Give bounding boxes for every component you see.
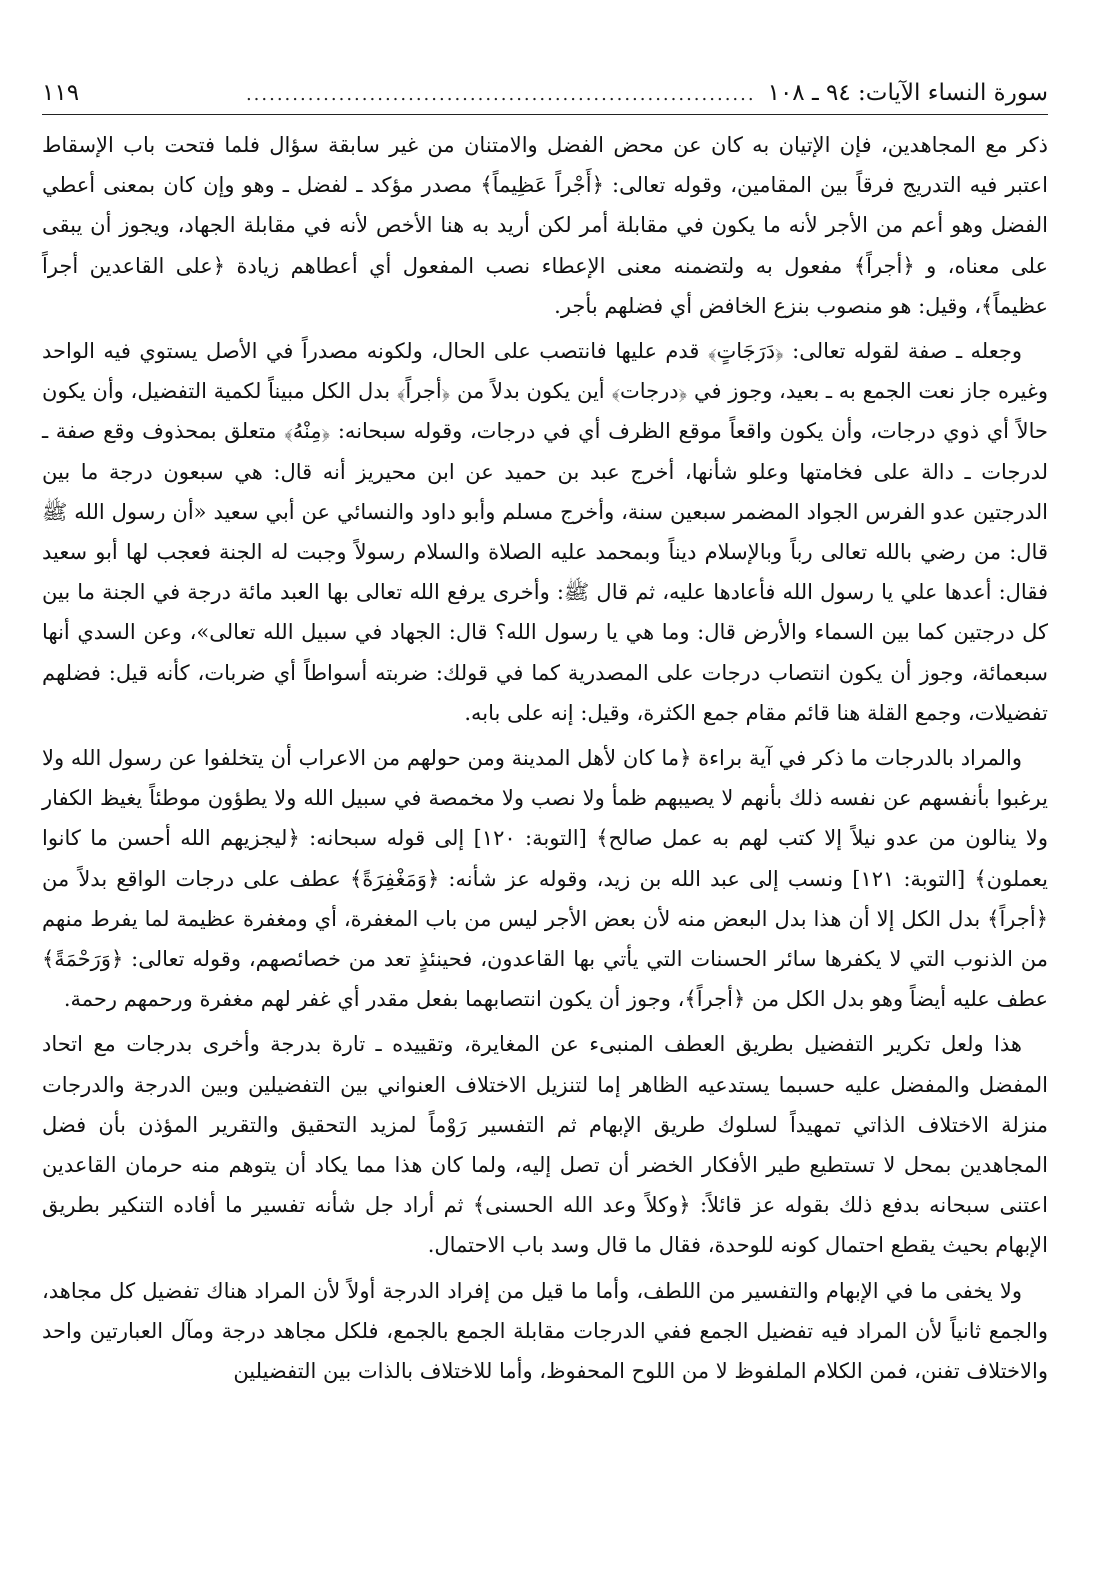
paragraph: ولا يخفى ما في الإبهام والتفسير من اللطف، وأما ما قيل من إفراد الدرجة أولاً لأن المراد هناك تفضيل كل مجاهد، والجمع ثانياً لأن المراد فيه تفضيل الجمع ففي الدرجات مقابلة الجمع بالجمع، فلكل مجاهد درجة ومآل العبارتين واحد والاختلاف تفنن، فمن الكلام الملفوظ لا من اللوح المحفوظ، وأما للاختلاف بالذات بين التفضيلين: [42, 1278, 1048, 1384]
header-title: سورة النساء الآيات: ٩٤ ـ ١٠٨: [767, 80, 1048, 106]
paragraph: والمراد بالدرجات ما ذكر في آية براءة ﴿ما كان لأهل المدينة ومن حولهم من الاعراب أن يتخلفوا عن رسول الله ولا يرغبوا بأنفسهم عن نفسه ذلك بأنهم لا يصيبهم ظمأ ولا نصب ولا مخمصة في سبيل الله ولا يطؤون موطئاً يغيظ الكفار ولا ينالون من عدو نيلاً إلا كتب لهم به عمل صالح﴾ [التوبة: ١٢٠] إلى قوله سبحانه: ﴿ليجزيهم الله أحسن ما كانوا يعملون﴾ [التوبة: ١٢١] ونسب إلى عبد الله بن زيد، وقوله عز شأنه: ﴿وَمَغْفِرَةً﴾ عطف على درجات الواقع بدلاً من ﴿أجراً﴾ بدل الكل إلا أن هذا بدل البعض منه لأن بعض الأجر ليس من باب المغفرة، أي ومغفرة عظيمة لما يفرط منهم من الذنوب التي لا يكفرها سائر الحسنات التي يأتي بها القاعدون، فحينئذٍ تعد من خصائصهم، وقوله تعالى: ﴿وَرَحْمَةً﴾ عطف عليه أيضاً وهو بدل الكل من ﴿أجراً﴾، وجوز أن يكون انتصابهما بفعل مقدر أي غفر لهم مغفرة ورحمهم رحمة.: [42, 746, 1048, 1012]
paragraph: وجعله ـ صفة لقوله تعالى: ﴿دَرَجَاتٍ﴾ قدم عليها فانتصب على الحال، ولكونه مصدراً في الأصل يستوي فيه الواحد وغيره جاز نعت الجمع به ـ بعيد، وجوز في ﴿درجات﴾ أين يكون بدلاً من ﴿أجراً﴾ بدل الكل مبيناً لكمية التفضيل، وأن يكون حالاً أي ذوي درجات، وأن يكون واقعاً موقع الظرف أي في درجات، وقوله سبحانه: ﴿مِنْهُ﴾ متعلق بمحذوف وقع صفة ـ لدرجات ـ دالة على فخامتها وعلو شأنها، أخرج عبد بن حميد عن ابن محيريز أنه قال: هي سبعون درجة ما بين الدرجتين عدو الفرس الجواد المضمر سبعين سنة، وأخرج مسلم وأبو داود والنسائي عن أبي سعيد «أن رسول الله ﷺ قال: من رضي بالله تعالى رباً وبالإسلام ديناً وبمحمد عليه الصلاة والسلام رسولاً وجبت له الجنة فعجب لها أبو سعيد فقال: أعدها علي يا رسول الله فأعادها عليه، ثم قال ﷺ: وأخرى يرفع الله تعالى بها العبد مائة درجة في الجنة ما بين كل درجتين كما بين السماء والأرض قال: وما هي يا رسول الله؟ قال: الجهاد في سبيل الله تعالى»، وعن السدي أنها سبعمائة، وجوز أن يكون انتصاب درجات على المصدرية كما في قولك: ضربته أسواطاً أي ضربات، كأنه قيل: فضلهم تفضيلات، وجمع القلة هنا قائم مقام جمع الكثرة، وقيل: إنه على بابه.: [42, 339, 1048, 725]
paragraph: هذا ولعل تكرير التفضيل بطريق العطف المنبىء عن المغايرة، وتقييده ـ تارة بدرجة وأخرى بدرجات مع اتحاد المفضل والمفضل عليه حسبما يستدعيه الظاهر إما لتنزيل الاختلاف العنواني بين التفضيلين وبين الدرجة والدرجات منزلة الاختلاف الذاتي تمهيداً لسلوك طريق الإبهام ثم التفسير رَوْماً لمزيد التحقيق والتقرير المؤذن بأن فضل المجاهدين بمحل لا تستطيع طير الأفكار الخضر أن تصل إليه، ولما كان هذا مما يكاد أن يتوهم منه حرمان القاعدين اعتنى سبحانه بدفع ذلك بقوله عز قائلاً: ﴿وكلاً وعد الله الحسنى﴾ ثم أراد جل شأنه تفسير ما أفاده التنكير بطريق الإبهام بحيث يقطع احتمال كونه للوحدة، فقال ما قال وسد باب الاحتمال.: [42, 1032, 1048, 1258]
running-header: [42, 80, 1048, 115]
paragraph: ذكر مع المجاهدين، فإن الإتيان به كان عن محض الفضل والامتنان من غير سابقة سؤال فلما فتحت باب الإسقاط اعتبر فيه التدريج فرقاً بين المقامين، وقوله تعالى: ﴿أَجْراً عَظِيماً﴾ مصدر مؤكد ـ لفضل ـ وهو وإن كان بمعنى أعطي الفضل وهو أعم من الأجر لأنه ما يكون في مقابلة أمر لكن أريد به هنا الأخص لأنه في مقابلة الجهاد، ويجوز أن يبقى على معناه، و ﴿أجراً﴾ مفعول به ولتضمنه معنى الإعطاء نصب المفعول أي أعطاهم زيادة ﴿على القاعدين أجراً عظيماً﴾، وقيل: هو منصوب بنزع الخافض أي فضلهم بأجر.: [42, 133, 1048, 318]
page-number: ١١٩: [42, 80, 80, 106]
header-dot-leader: ..................................................................: [245, 84, 756, 105]
body-text: [42, 125, 1048, 1391]
